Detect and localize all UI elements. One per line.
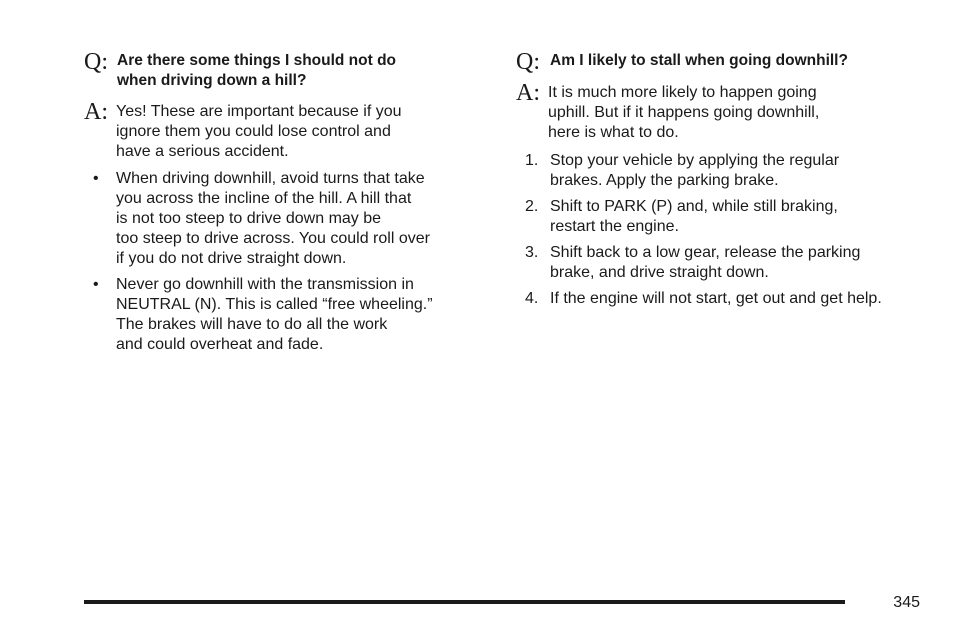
step-line: If the engine will not start, get out and get help. (550, 290, 882, 307)
bullet-line: and could overheat and fade. (116, 336, 324, 353)
left-question-line: when driving down a hill? (117, 72, 307, 89)
step-number: 1. (525, 152, 539, 169)
bullet-line: if you do not drive straight down. (116, 250, 347, 267)
right-answer-line: uphill. But if it happens going downhill, (548, 104, 820, 121)
bullet-glyph: • (93, 276, 99, 293)
step-number: 2. (525, 198, 539, 215)
list-item (93, 169, 486, 269)
right-question-line: Am I likely to stall when going downhill? (550, 52, 848, 69)
step-line: restart the engine. (550, 218, 679, 235)
step-number: 4. (525, 290, 539, 307)
left-question-line: Are there some things I should not do (117, 52, 397, 69)
list-item (525, 243, 930, 283)
list-item (93, 275, 486, 355)
left-question-text (117, 51, 487, 91)
left-answer-line: ignore them you could lose control and (116, 123, 391, 140)
page-number: 345 (893, 594, 920, 611)
step-number: 3. (525, 244, 539, 261)
bullet-line: Never go downhill with the transmission in (116, 276, 414, 293)
bullet-line: you across the incline of the hill. A hill that (116, 190, 412, 207)
answer-mark-label: A: (84, 99, 108, 125)
step-line: Shift back to a low gear, release the parking (550, 244, 861, 261)
step-line: Stop your vehicle by applying the regular (550, 152, 840, 169)
bullet-glyph: • (93, 170, 99, 187)
bullet-line: When driving downhill, avoid turns that take (116, 170, 425, 187)
left-answer-text (116, 102, 486, 162)
bullet-line: too steep to drive across. You could roll over (116, 230, 430, 247)
list-item (525, 197, 930, 237)
step-line: brake, and drive straight down. (550, 264, 769, 281)
bullet-line: is not too steep to drive down may be (116, 210, 382, 227)
list-item (525, 289, 930, 309)
question-mark-label: Q: (84, 49, 108, 75)
bullet-line: The brakes will have to do all the work (116, 316, 388, 333)
step-line: Shift to PARK (P) and, while still braking, (550, 198, 838, 215)
right-step-list (525, 151, 930, 309)
question-mark-label: Q: (516, 49, 540, 75)
right-question-text (550, 51, 920, 71)
step-line: brakes. Apply the parking brake. (550, 172, 779, 189)
left-answer-line: have a serious accident. (116, 143, 289, 160)
footer-rule (84, 600, 845, 604)
bullet-line: NEUTRAL (N). This is called “free wheeling.” (116, 296, 433, 313)
right-answer-line: It is much more likely to happen going (548, 84, 817, 101)
list-item (525, 151, 930, 191)
right-answer-text (548, 83, 918, 143)
left-answer-line: Yes! These are important because if you (116, 103, 402, 120)
answer-mark-label: A: (516, 80, 540, 106)
left-bullet-list (93, 169, 486, 355)
right-answer-line: here is what to do. (548, 124, 679, 141)
